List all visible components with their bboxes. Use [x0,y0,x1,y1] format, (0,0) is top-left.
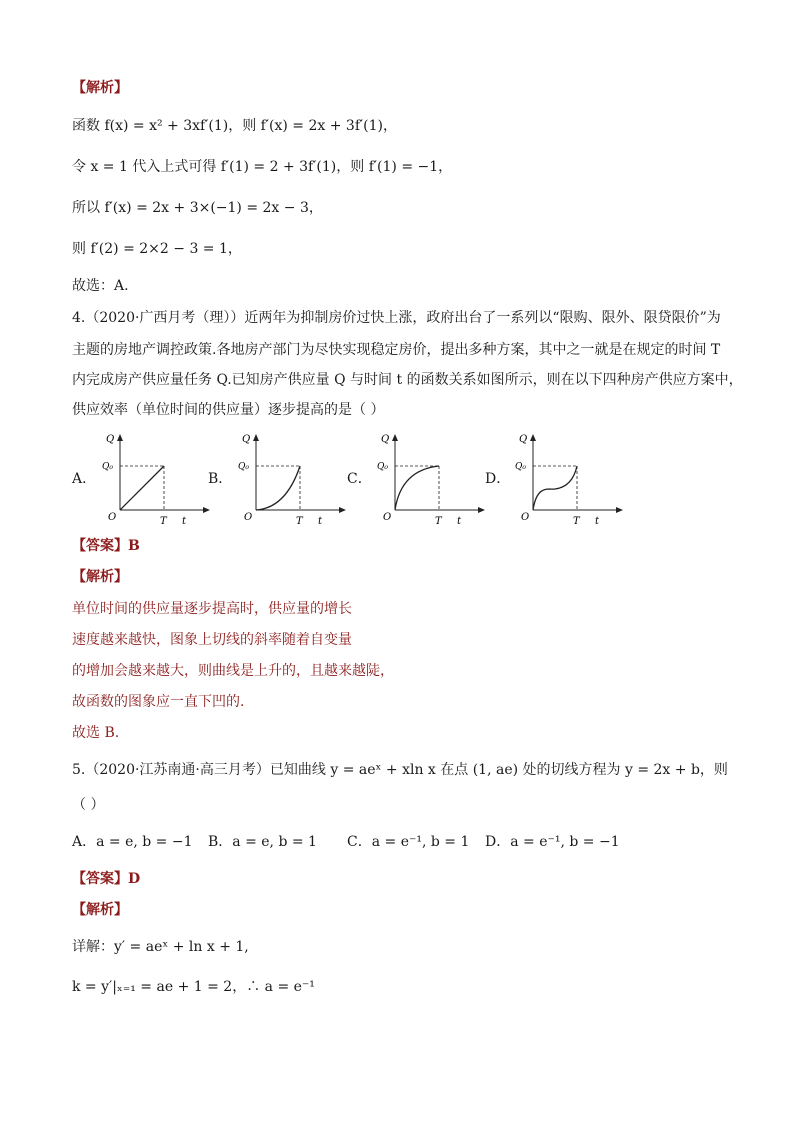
svg-text:O: O [383,512,392,523]
choose-b: 故选 B. [72,725,120,741]
svg-text:Q₀: Q₀ [238,462,249,472]
question-4-line: 供应效率（单位时间的供应量）逐步提高的是（ ） [72,402,385,418]
svg-text:Q: Q [519,434,528,445]
supply-curve [395,466,439,510]
svg-text:Q₀: Q₀ [102,462,113,472]
question-4-line: 4.（2020·广西月考（理））近两年为抑制房价过快上涨，政府出台了一系列以“限购、限外、限贷限价”为 [72,310,721,326]
svg-text:O: O [244,512,253,523]
svg-text:Q: Q [242,434,251,445]
analysis-label-1: 【解析】 [72,80,128,96]
option-letter: D． [485,471,511,487]
svg-text:t: t [318,516,323,527]
svg-text:O: O [108,512,117,523]
analysis-line: 故选：A. [72,278,129,294]
analysis-line: 速度越来越快，图象上切线的斜率随着自变量 [72,632,352,648]
analysis-line: 故函数的图象应一直下凹的. [72,694,245,710]
q5-option-c: C．a = e⁻¹, b = 1 [347,834,470,850]
question-5-line: 5.（2020·江苏南通·高三月考）已知曲线 y = aeˣ + xln x 在点 (1, ae) 处的切线方程为 y = 2x + b，则 [72,762,728,778]
q5-option-d: D．a = e⁻¹, b = −1 [485,834,620,850]
graph-b-plot [234,432,354,527]
answer-4: 【答案】B [72,538,140,554]
question-5-line: （ ） [72,797,105,813]
svg-text:T: T [296,516,303,527]
supply-curve [533,466,577,510]
question-4-line: 主题的房地产调控政策.各地房产部门为尽快实现稳定房价，提出多种方案，其中之一就是在规定的时间 T [72,342,721,358]
graph-a-plot [98,432,218,527]
svg-text:T: T [435,516,442,527]
analysis-line: 单位时间的供应量逐步提高时，供应量的增长 [72,601,352,617]
analysis-line: 函数 f(x) = x² + 3xf′(1)，则 f′(x) = 2x + 3f′(1)， [72,118,398,134]
option-letter: A． [72,471,97,487]
analysis-line: 则 f′(2) = 2×2 − 3 = 1， [72,241,242,257]
question-4-line: 内完成房产供应量任务 Q.已知房产供应量 Q 与时间 t 的函数关系如图所示，则在以下四种房产供应方案中， [72,372,743,388]
svg-text:T: T [160,516,167,527]
supply-curve [256,466,300,510]
detail-line: k = y′|ₓ₌₁ = ae + 1 = 2，∴ a = e⁻¹ [72,979,315,995]
detail-line: 详解：y′ = aeˣ + ln x + 1, [72,939,249,955]
analysis-label-2: 【解析】 [72,569,128,585]
q5-option-a: A．a = e, b = −1 [72,834,193,850]
analysis-line: 所以 f′(x) = 2x + 3×(−1) = 2x − 3， [72,200,323,216]
svg-text:t: t [182,516,187,527]
graph-d-plot [511,432,631,527]
analysis-line: 令 x = 1 代入上式可得 f′(1) = 2 + 3f′(1)，则 f′(1) = −1， [72,159,453,175]
analysis-line: 的增加会越来越大，则曲线是上升的，且越来越陡， [72,663,394,679]
svg-text:Q₀: Q₀ [377,462,388,472]
svg-text:Q₀: Q₀ [515,462,526,472]
analysis-label-3: 【解析】 [72,902,128,918]
q5-option-b: B．a = e, b = 1 [208,834,317,850]
svg-text:O: O [521,512,530,523]
svg-text:Q: Q [381,434,390,445]
graph-c-plot [373,432,493,527]
supply-curve [120,466,164,510]
option-letter: B． [208,471,233,487]
answer-5: 【答案】D [72,871,141,887]
svg-text:T: T [573,516,580,527]
option-letter: C． [347,471,372,487]
svg-text:t: t [457,516,462,527]
svg-text:Q: Q [106,434,115,445]
svg-text:t: t [595,516,600,527]
